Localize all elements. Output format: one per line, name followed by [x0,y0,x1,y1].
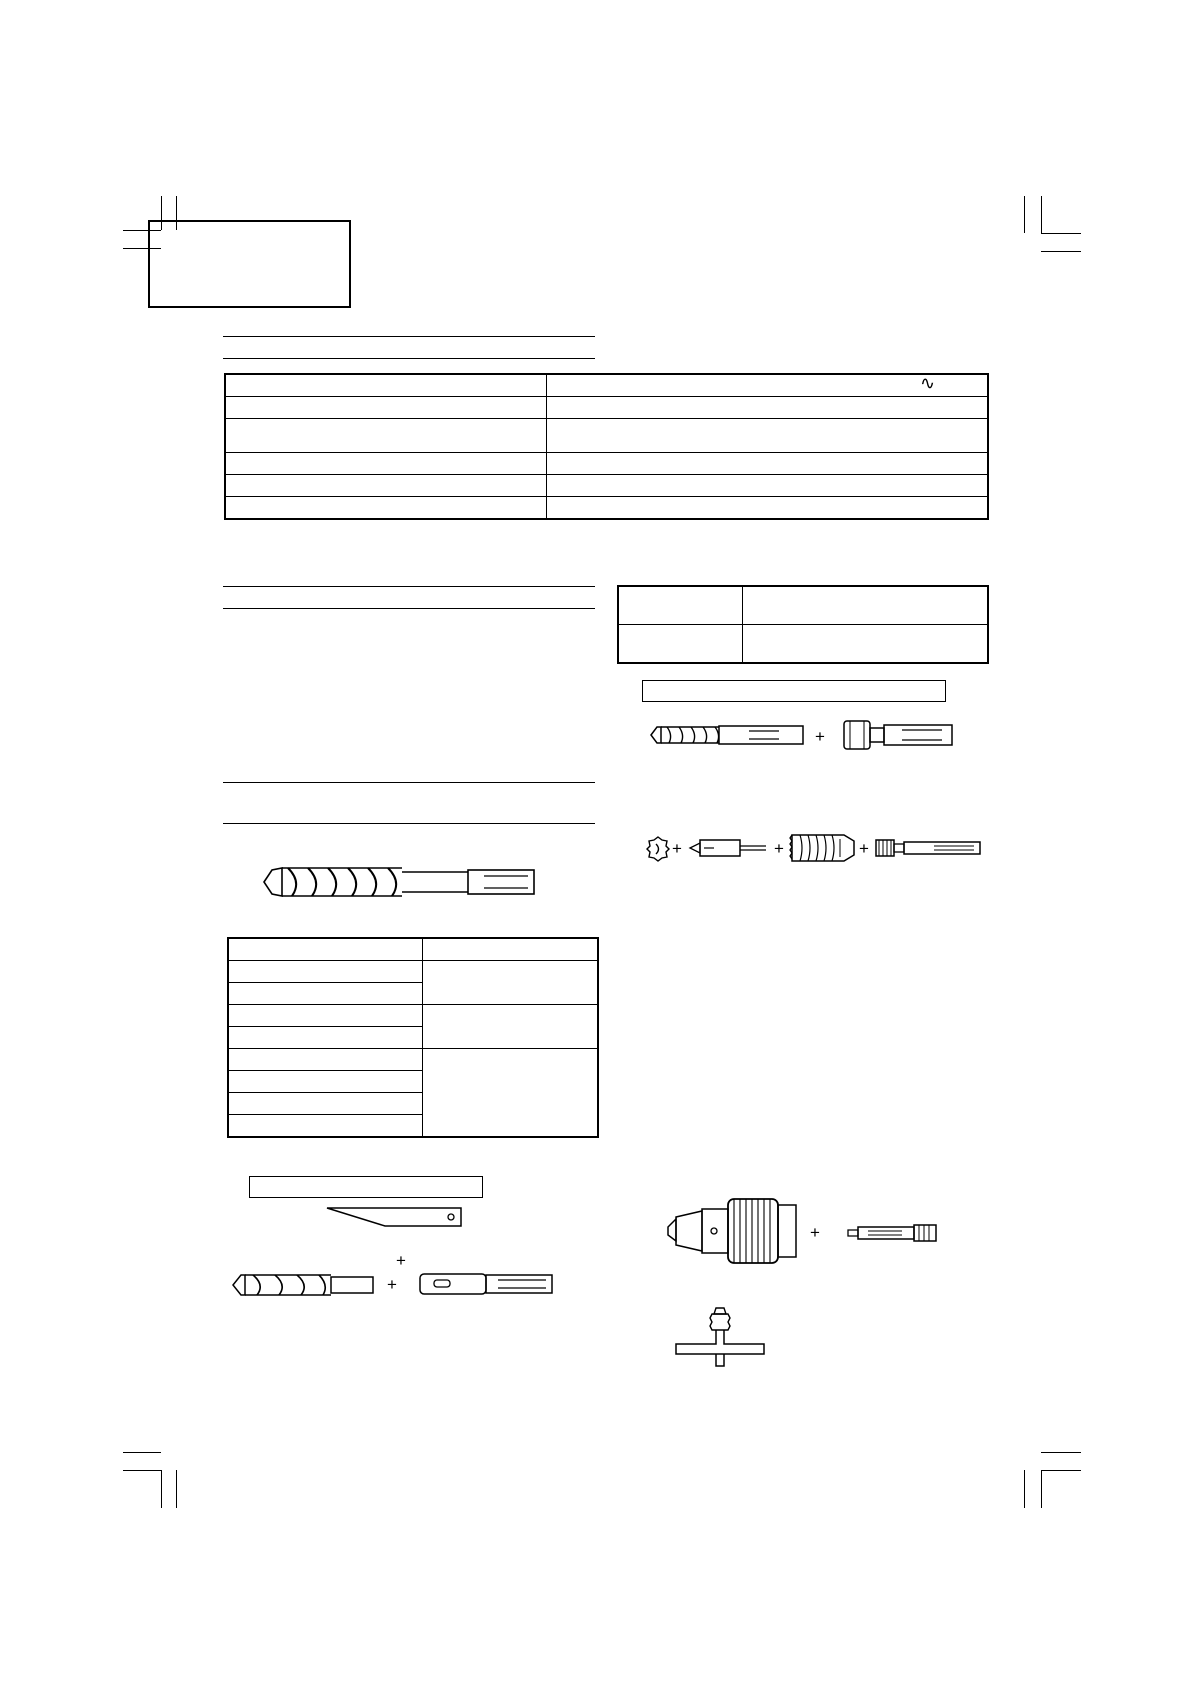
table-cell [225,496,547,519]
crop-mark-icon [1041,233,1081,234]
section-rule [223,782,595,783]
table-cell [547,496,989,519]
table-cell [228,982,423,1004]
plus-sign: + [859,839,869,858]
table-cell [228,1026,423,1048]
cotter-icon [645,835,671,863]
table-cell [228,1092,423,1114]
table-cell [423,1004,599,1048]
accessory-label-box [249,1176,483,1198]
section-rule [223,336,595,337]
ac-current-icon: ∿ [920,373,936,394]
plus-sign: + [774,839,784,858]
table-cell [228,960,423,982]
table-cell [423,938,599,960]
table-row [225,374,988,396]
chuck-key-icon [672,1306,768,1368]
table-row [228,1004,598,1026]
specifications-table [224,373,989,520]
crop-mark-icon [1041,1452,1081,1453]
straight-shank-bit-icon [231,1270,375,1300]
table-cell [228,1114,423,1137]
drill-bit-icon [649,722,805,748]
crop-mark-icon [1041,1470,1042,1508]
table-row [618,624,988,663]
cotter-wedge-icon [325,1204,465,1230]
table-cell [547,374,989,396]
plus-sign: + [810,1223,820,1242]
crop-mark-icon [1041,251,1081,252]
crop-mark-icon [161,1470,162,1508]
table-cell [225,474,547,496]
table-cell [228,1070,423,1092]
table-cell [618,586,743,624]
drill-bit-icon [262,862,538,902]
page-header-box [148,220,351,308]
table-cell [225,418,547,452]
table-cell [423,1048,599,1137]
drilling-table [617,585,989,664]
taper-shank-adapter-icon [418,1270,554,1298]
plus-sign: + [815,727,825,746]
crop-mark-icon [1041,196,1042,233]
table-cell [618,624,743,663]
table-cell [228,1004,423,1026]
table-row [225,496,988,519]
table-row [225,396,988,418]
chuck-adapter-icon [846,1222,938,1244]
plus-sign: + [672,839,682,858]
section-rule [223,608,595,609]
table-cell [743,586,989,624]
accessory-label-box [642,680,946,702]
section-rule [223,586,595,587]
center-pin-icon [688,837,770,859]
table-cell [228,1048,423,1070]
crop-mark-icon [123,1470,161,1471]
table-cell [743,624,989,663]
table-row [618,586,988,624]
table-cell [547,452,989,474]
crop-mark-icon [1024,1470,1025,1508]
table-cell [547,474,989,496]
table-row [228,960,598,982]
taper-shank-adapter-icon [842,718,954,752]
table-row [228,1048,598,1070]
crop-mark-icon [1024,196,1025,233]
plus-sign: + [387,1275,397,1294]
core-bit-shank-icon [874,836,982,860]
core-bit-icon [788,827,858,869]
table-cell [225,396,547,418]
table-cell [547,396,989,418]
crop-mark-icon [1041,1470,1081,1471]
table-cell [225,374,547,396]
table-cell [547,418,989,452]
drill-chuck-icon [666,1195,798,1267]
plus-sign: + [396,1251,406,1270]
table-row [225,452,988,474]
section-rule [223,823,595,824]
section-rule [223,358,595,359]
table-cell [423,960,599,1004]
table-row [228,938,598,960]
crop-mark-icon [176,1470,177,1508]
bit-table [227,937,599,1138]
table-cell [225,452,547,474]
crop-mark-icon [123,1452,161,1453]
table-row [225,474,988,496]
table-cell [228,938,423,960]
table-row [225,418,988,452]
